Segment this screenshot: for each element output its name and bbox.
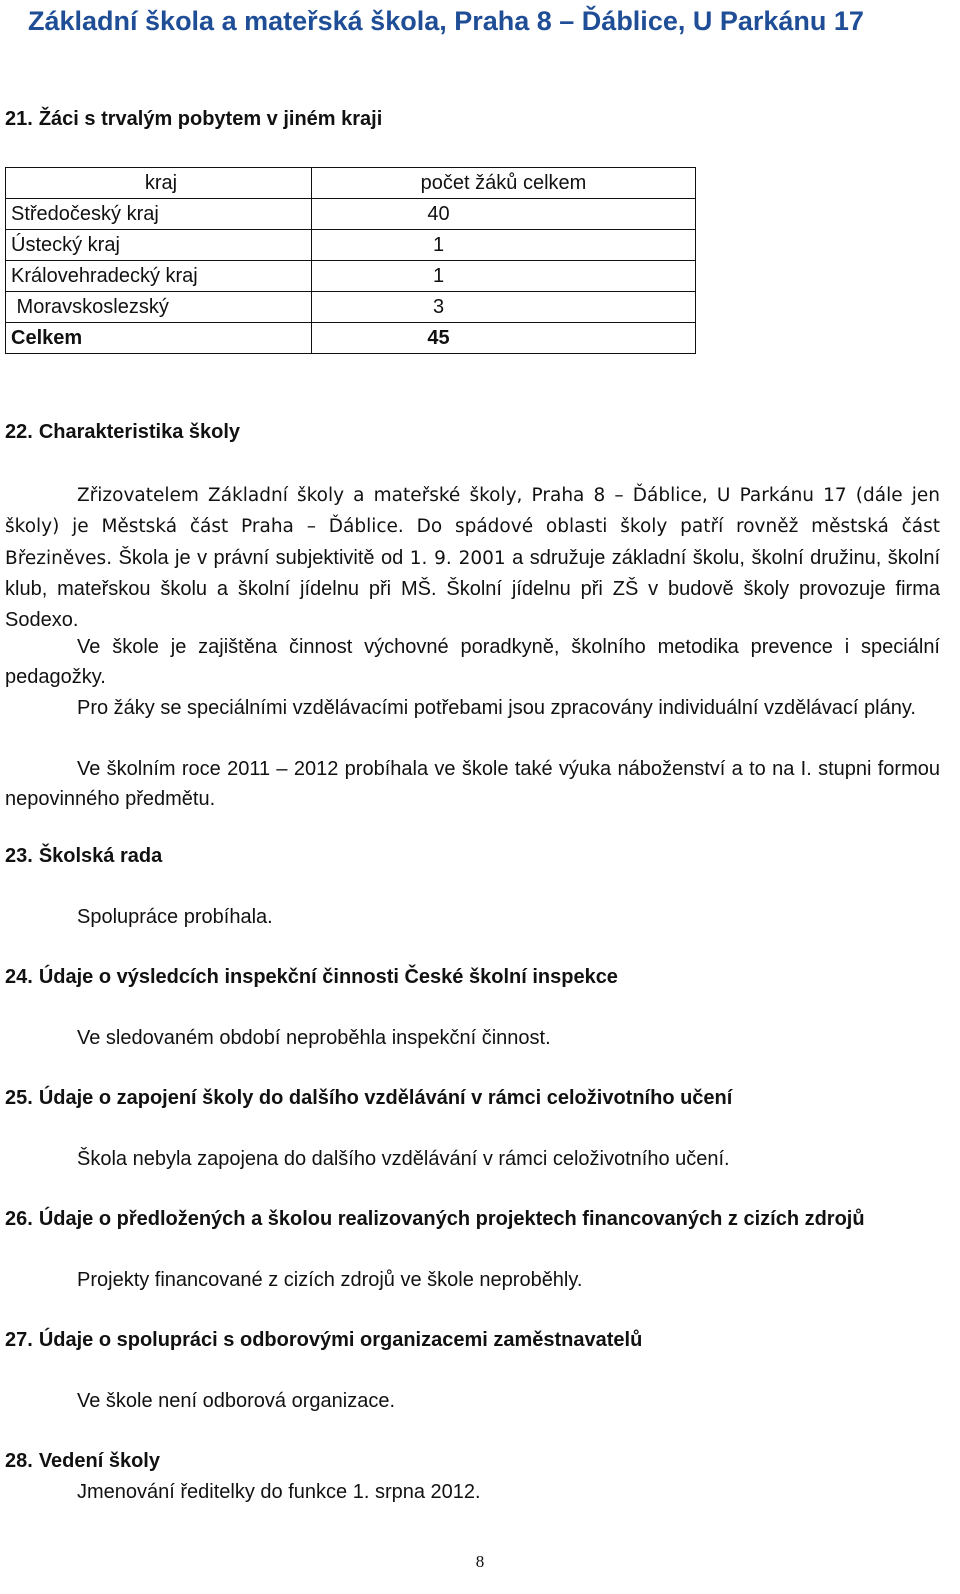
paragraph-date: 1. 9. 2001 <box>409 547 506 569</box>
table-cell-pocet: 40 <box>312 199 696 230</box>
section-title: Charakteristika školy <box>38 421 241 443</box>
table-total-label: Celkem <box>6 323 312 354</box>
column-header-kraj: kraj <box>6 168 312 199</box>
section-title: Žáci s trvalým pobytem v jiném kraji <box>38 108 383 130</box>
section-title: Údaje o zapojení školy do dalšího vzdělávání v rámci celoživotního učení <box>38 1087 733 1109</box>
table-total-row <box>6 323 696 354</box>
section-number: 28. <box>5 1450 33 1472</box>
section-title: Údaje o předložených a školou realizovaných projektech financovaných z cizích zdrojů <box>38 1208 865 1230</box>
section-title: Údaje o spolupráci s odborovými organizacemi zaměstnavatelů <box>38 1329 643 1351</box>
table-row <box>6 292 696 323</box>
section-number: 25. <box>5 1087 33 1109</box>
section-28-heading <box>5 1450 160 1473</box>
table-row <box>6 261 696 292</box>
section-26-heading <box>5 1208 865 1231</box>
section-25-heading <box>5 1087 732 1110</box>
page-number: 8 <box>475 1552 485 1571</box>
section-title: Vedení školy <box>38 1450 160 1472</box>
section-24-heading <box>5 966 618 989</box>
paragraph-part: Škola je v právní subjektivitě od <box>112 546 410 569</box>
regions-table <box>5 167 696 354</box>
table-cell-pocet: 3 <box>312 292 696 323</box>
page-header: Základní škola a mateřská škola, Praha 8 – Ďáblice, U Parkánu 17 <box>28 6 864 36</box>
section-number: 27. <box>5 1329 33 1351</box>
table-row <box>6 199 696 230</box>
table-cell-kraj: Ústecký kraj <box>6 230 312 261</box>
paragraph-characteristics <box>5 480 940 635</box>
table-cell-kraj: Středočeský kraj <box>6 199 312 230</box>
table-cell-kraj: Královehradecký kraj <box>6 261 312 292</box>
section-26-text: Projekty financované z cizích zdrojů ve škole neproběhly. <box>77 1269 583 1291</box>
paragraph-part: a sdružuje základní školu, školní družinu, školní klub, mateřskou školu a školní jídelnu při MŠ. Školní jídelnu při ZŠ v budově školy provozuje firma Sodexo. <box>5 546 941 631</box>
section-24-text: Ve sledovaném období neproběhla inspekční činnost. <box>77 1027 551 1049</box>
section-number: 23. <box>5 845 33 867</box>
table-cell-pocet: 1 <box>312 230 696 261</box>
section-number: 22. <box>5 421 33 443</box>
section-number: 24. <box>5 966 33 988</box>
table-cell-pocet: 1 <box>312 261 696 292</box>
section-27-text: Ve škole není odborová organizace. <box>77 1390 395 1412</box>
table-row <box>6 230 696 261</box>
column-header-pocet: počet žáků celkem <box>312 168 696 199</box>
section-title: Školská rada <box>38 845 163 867</box>
paragraph-religion: Ve školním roce 2011 – 2012 probíhala ve škole také výuka náboženství a to na I. stupni formou nepovinného předmětu. <box>5 758 940 811</box>
paragraph-staff: Ve škole je zajištěna činnost výchovné poradkyně, školního metodika prevence i speciální pedagožky. <box>5 636 940 689</box>
table-total-value: 45 <box>312 323 696 354</box>
section-21-heading <box>5 108 382 131</box>
section-number: 21. <box>5 108 33 130</box>
section-23-text: Spolupráce probíhala. <box>77 906 273 928</box>
section-27-heading <box>5 1329 642 1352</box>
section-title: Údaje o výsledcích inspekční činnosti České školní inspekce <box>38 966 618 988</box>
section-28-text: Jmenování ředitelky do funkce 1. srpna 2012. <box>77 1481 481 1503</box>
section-number: 26. <box>5 1208 33 1230</box>
table-cell-kraj: Moravskoslezský <box>6 292 312 323</box>
table-header-row <box>6 168 696 199</box>
section-23-heading <box>5 845 162 868</box>
section-25-text: Škola nebyla zapojena do dalšího vzdělávání v rámci celoživotního učení. <box>77 1148 730 1170</box>
paragraph-special-needs: Pro žáky se speciálními vzdělávacími potřebami jsou zpracovány individuální vzdělávací plány. <box>77 697 916 719</box>
paragraph-part: Zřizovatelem Základní školy a mateřské školy, Praha 8 – Ďáblice, U Parkánu 17 (dále jen školy) je Městská část Praha – Ďáblice. Do spádové oblasti školy patří rovněž městská část Březiněves. <box>5 485 940 569</box>
section-22-heading <box>5 421 240 444</box>
